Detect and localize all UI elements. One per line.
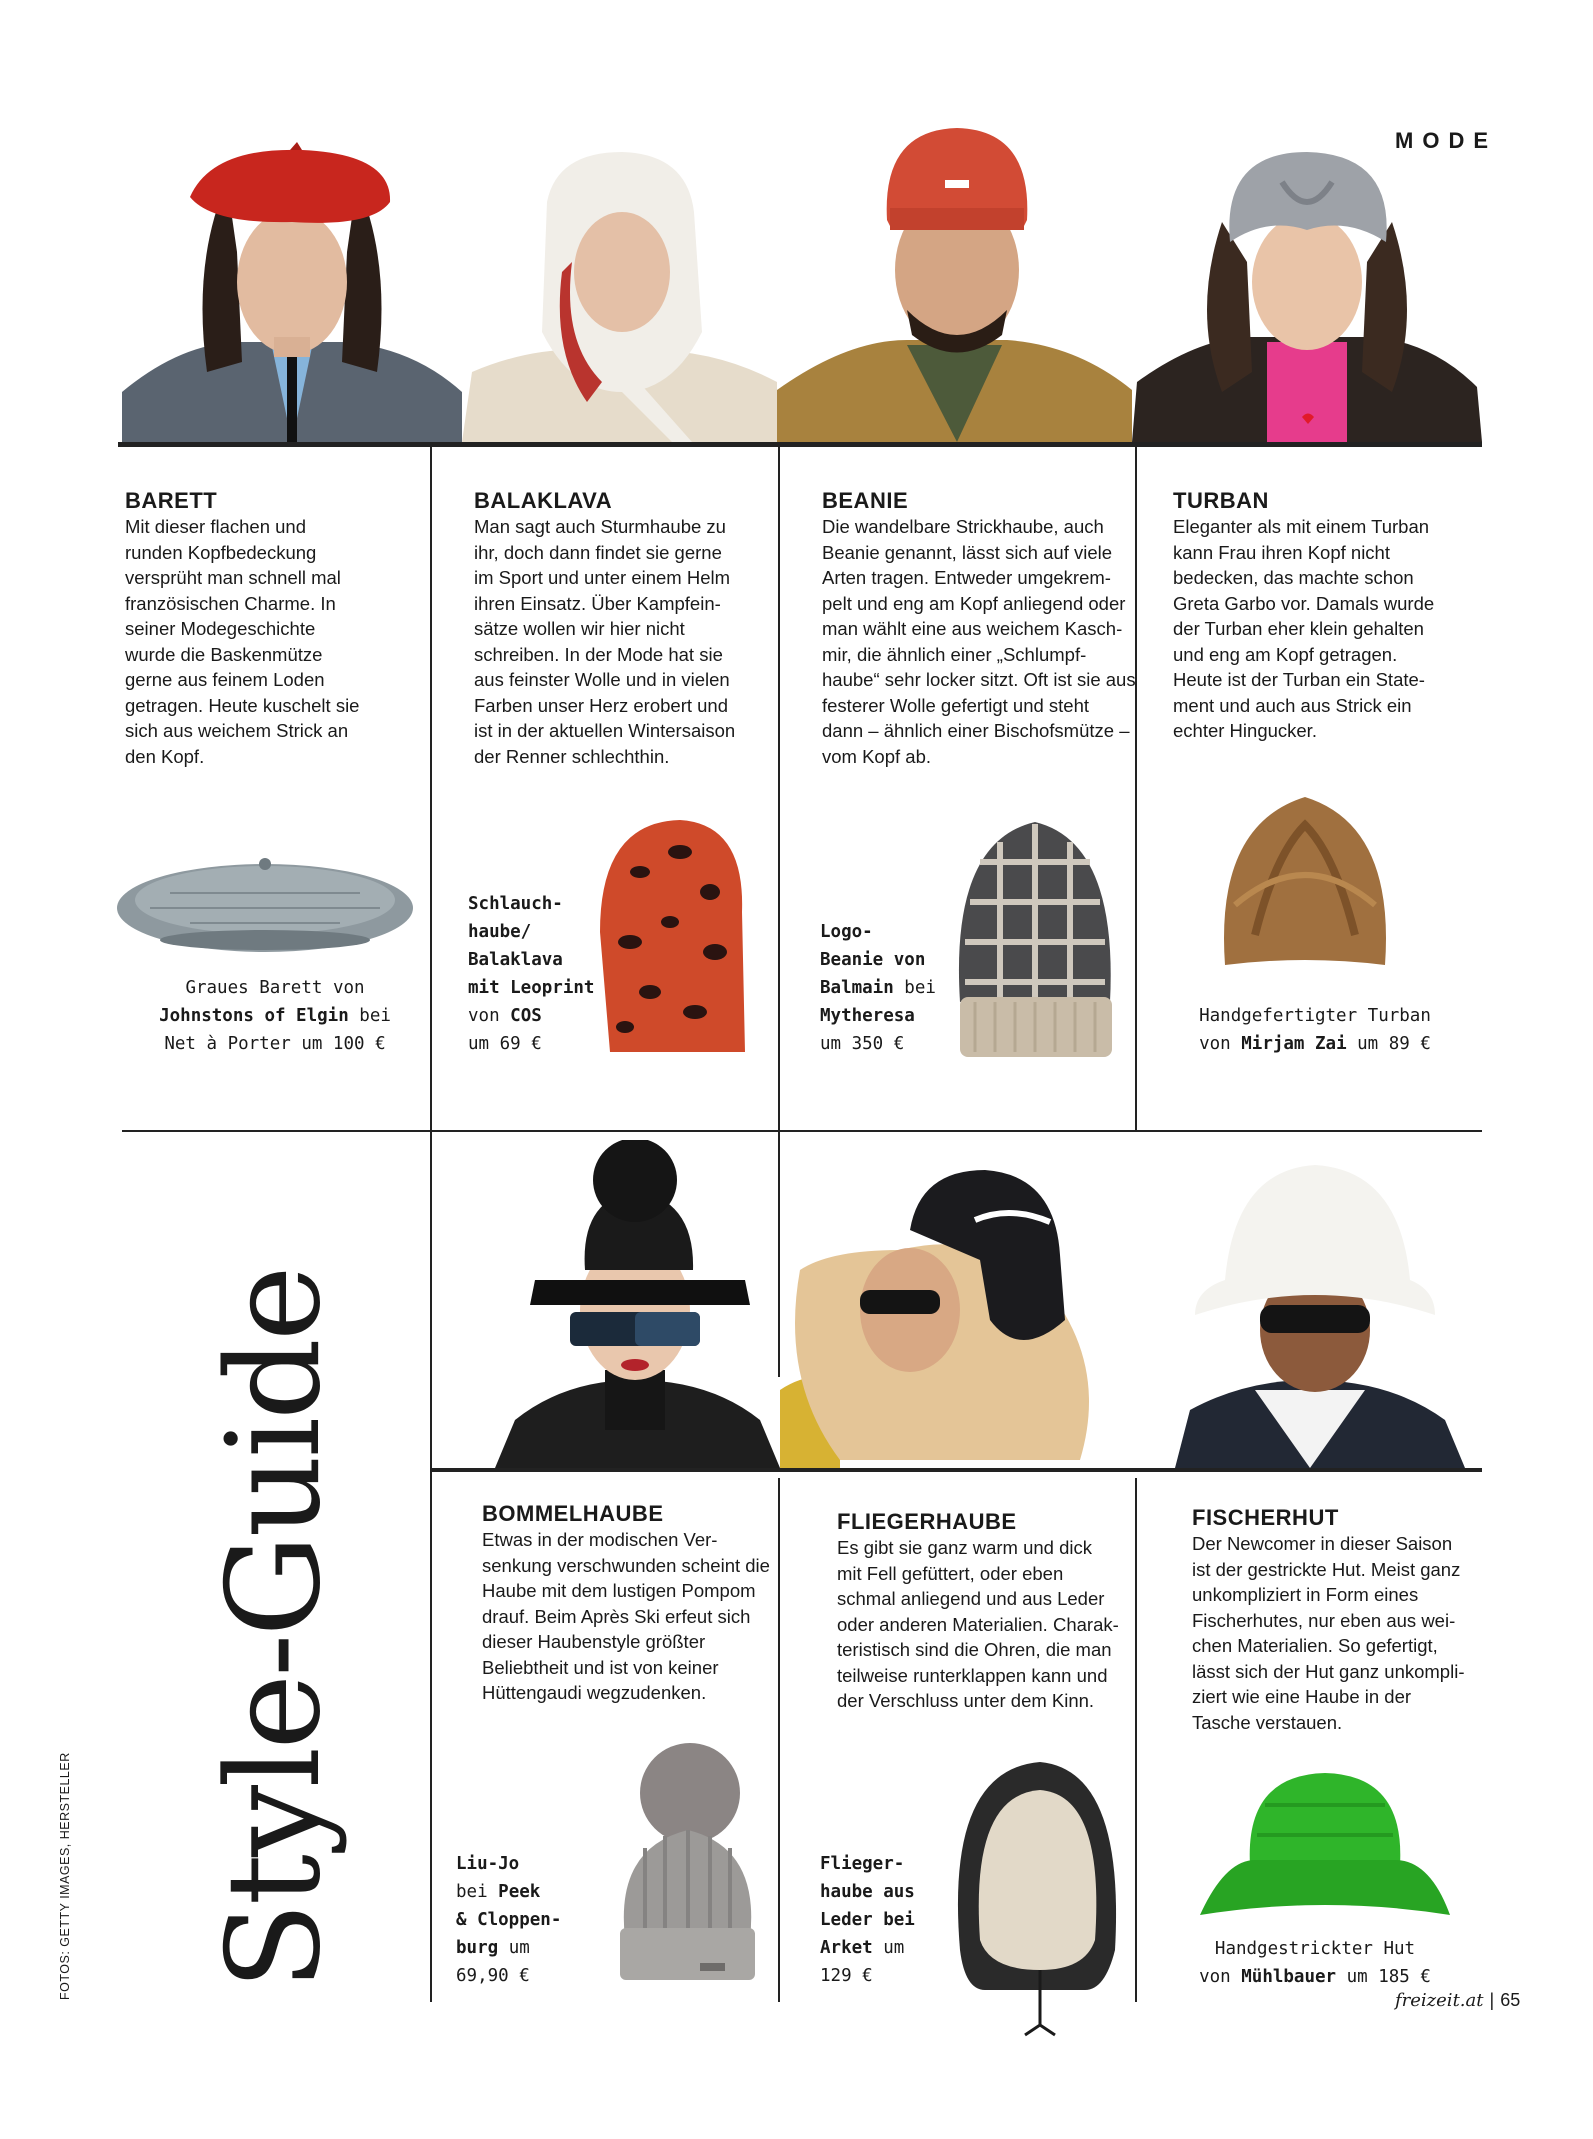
- turban-text: Eleganter als mit einem Turban kann Frau ihren Kopf nicht bedecken, das machte schon Greta Garbo vor. Damals wurde der Turban eher klein gehalten und eng am Kopf getragen. Heute ist der Turban ein State- ment und auch aus Strick ein echter Hingucker.: [1173, 516, 1435, 741]
- balaklava-heading: BALAKLAVA: [474, 488, 613, 513]
- section-label: MODE: [1395, 128, 1497, 153]
- divider-col1: [430, 447, 432, 1132]
- beanie-caption: Logo- Beanie von Balmain bei Mytheresa um 350 €: [820, 922, 936, 1054]
- photo-credits: FOTOS: GETTY IMAGES, HERSTELLER: [58, 1752, 72, 2000]
- photo-fischerhut-model: [1135, 1140, 1482, 1468]
- footer-brand: freizeit.at: [1395, 1990, 1484, 2011]
- turban-heading: TURBAN: [1173, 488, 1269, 513]
- fischerhut-caption: Handgestrickter Hut von Mühlbauer um 185 €: [1199, 1939, 1431, 1987]
- fischerhut-text: Der Newcomer in dieser Saison ist der gestrickte Hut. Meist ganz unkompliziert in Form eines Fischerhutes, nur eben aus wei- chen Materialien. So gefertigt, lässt sich der Hut ganz unkompli- ziert wie eine Haube in der Tasche verstauen.: [1192, 1533, 1465, 1733]
- beanie-product: [950, 812, 1120, 1062]
- photo-turban-model: [1132, 142, 1482, 442]
- fischerhut-product: [1195, 1765, 1455, 1925]
- balaklava-text: Man sagt auch Sturmhaube zu ihr, doch dann findet sie gerne im Sport und unter einem Helm ihren Einsatz. Über Kampfein- sätze wollen wir hier nicht schreiben. In der Mode hat sie aus feinster Wolle und in vielen Farben unser Herz erobert und ist in der aktuellen Wintersaison der Renner schlechthin.: [474, 516, 736, 767]
- barett-product: [110, 848, 420, 958]
- bommelhaube-product: [600, 1738, 770, 1988]
- barett-text: Mit dieser flachen und runden Kopfbedeckung versprüht man schnell mal französischen Charme. In seiner Modegeschichte wurde die Baskenmütze gerne aus feinem Loden getragen. Heute kuschelt sie sich aus weichem Strick an den Kopf.: [125, 516, 360, 767]
- bommelhaube-heading: BOMMELHAUBE: [482, 1501, 664, 1526]
- bommelhaube-caption: Liu-Jo bei Peek & Cloppen- burg um 69,90 €: [456, 1854, 562, 1986]
- divider-bottom-right: [1135, 1478, 1137, 2002]
- mid-rule: [122, 1130, 1482, 1132]
- photo-balaklava-model: [462, 142, 777, 442]
- photo-beanie-model: [777, 120, 1132, 442]
- beanie-heading: BEANIE: [822, 488, 909, 513]
- photo-bommelhaube-model: [495, 1140, 780, 1468]
- fliegerhaube-heading: FLIEGERHAUBE: [837, 1509, 1017, 1534]
- barett-heading: BARETT: [125, 488, 218, 513]
- fliegerhaube-text: Es gibt sie ganz warm und dick mit Fell gefüttert, oder eben schmal anliegend und aus Leder oder anderen Materialien. Charak- teristisch sind die Ohren, die man teilweise runterklappen kann und der Verschluss unter dem Kinn.: [837, 1537, 1119, 1711]
- fliegerhaube-product: [945, 1750, 1130, 2040]
- fliegerhaube-caption: Flieger- haube aus Leder bei Arket um 129 €: [820, 1854, 915, 1986]
- footer-separator: |: [1489, 1990, 1495, 2010]
- top-thick-rule: [118, 442, 1482, 447]
- page-footer: [1395, 1990, 1520, 2011]
- page-number: 65: [1500, 1990, 1521, 2010]
- turban-product: [1215, 785, 1395, 985]
- divider-bottom-left: [430, 1132, 432, 2002]
- barett-caption: Graues Barett von Johnstons of Elgin bei Net à Porter um 100 €: [159, 978, 391, 1054]
- balaklava-product: [590, 812, 750, 1052]
- turban-caption: Handgefertigter Turban von Mirjam Zai um 89 €: [1199, 1006, 1431, 1054]
- photo-fliegerhaube-model: [780, 1160, 1135, 1468]
- photo-barett-model: [122, 142, 462, 442]
- beanie-text: Die wandelbare Strickhaube, auch Beanie genannt, lässt sich auf viele Arten tragen. Entweder umgekrem- pelt und eng am Kopf anliegend oder man wählt eine aus weichem Kasch- mir, die ähnlich einer „Schlumpf- haube“ sehr locker sitzt. Oft ist sie aus festerer Wolle gefertigt und steht dann – ähnlich einer Bischofsmütze – vom Kopf ab.: [822, 516, 1136, 767]
- fischerhut-heading: FISCHERHUT: [1192, 1505, 1339, 1530]
- balaklava-caption: Schlauch- haube/ Balaklava mit Leoprint von COS um 69 €: [468, 894, 595, 1054]
- style-guide-title: Style-Guide: [200, 1268, 349, 1990]
- bottom-thick-rule: [432, 1468, 1482, 1472]
- divider-bottom-mid: [778, 1478, 780, 2002]
- bommelhaube-text: Etwas in der modischen Ver- senkung verschwunden scheint die Haube mit dem lustigen Pompom drauf. Beim Après Ski erfeut sich dieser Haubenstyle größter Beliebtheit und ist von keiner Hüttengaudi wegzudenken.: [482, 1529, 770, 1703]
